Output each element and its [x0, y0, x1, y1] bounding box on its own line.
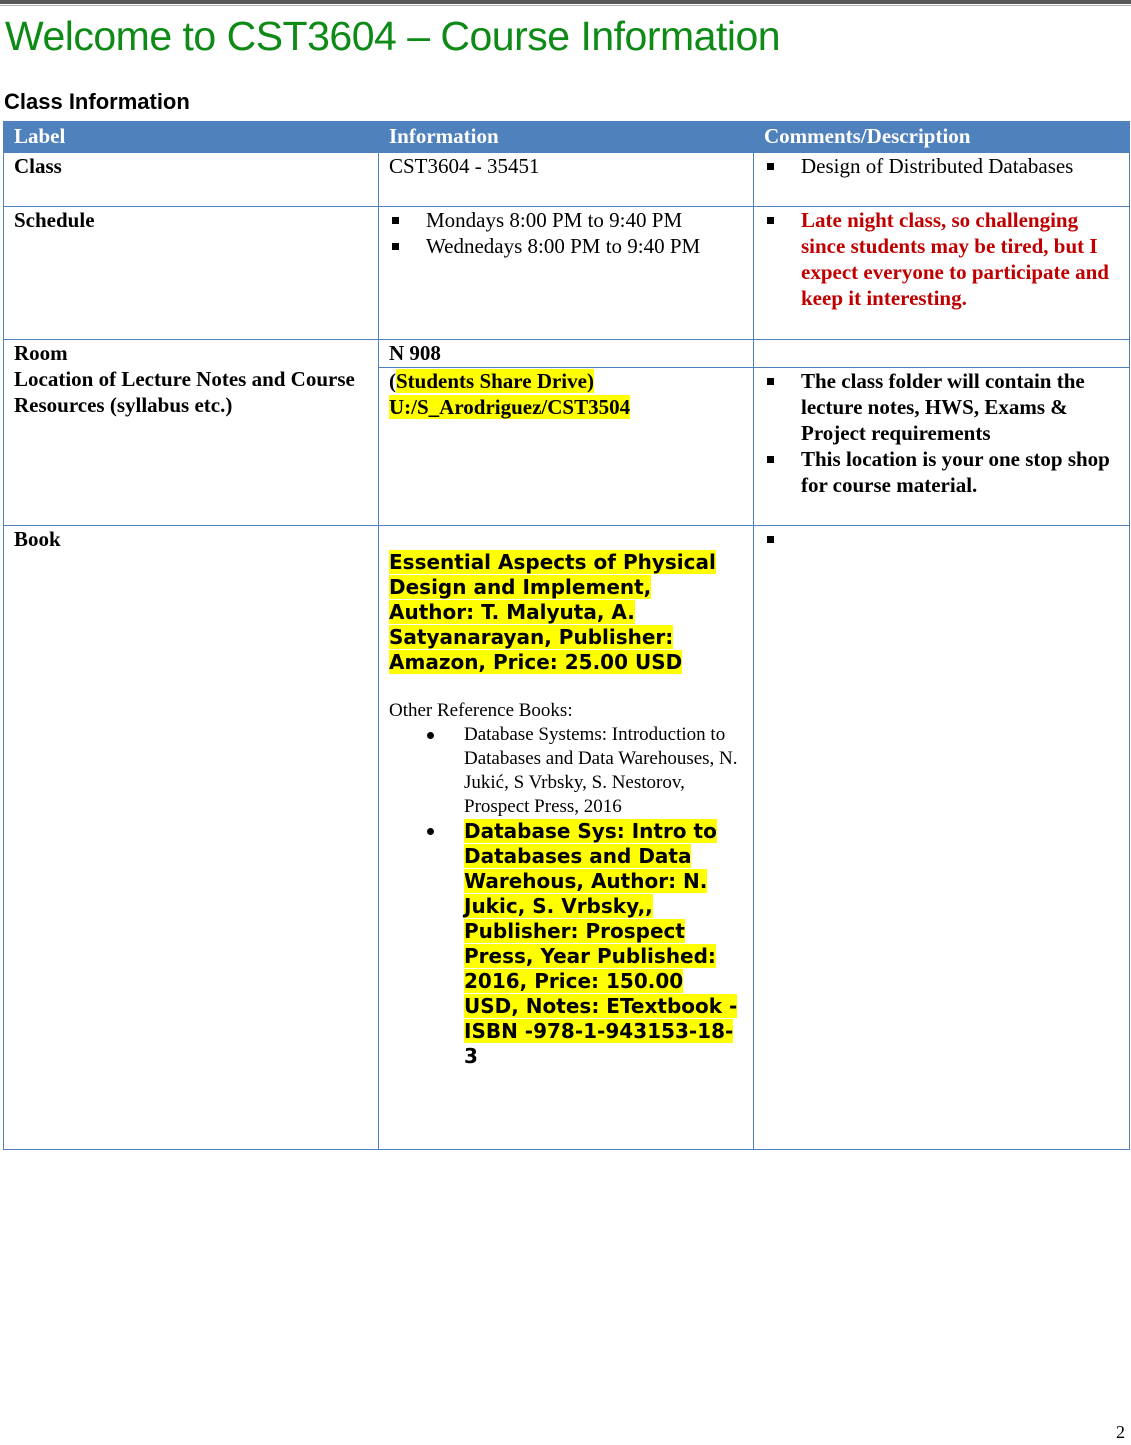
ref-book-tail: 3: [464, 1044, 478, 1068]
list-item: Mondays 8:00 PM to 9:40 PM: [389, 207, 743, 233]
table-header-row: [4, 122, 1130, 153]
info-book: [379, 526, 754, 1150]
top-border-shadow: [0, 5, 1131, 6]
list-item: Late night class, so challenging since students may be tired, but I expect everyone to participate and keep it interesting.: [764, 207, 1119, 311]
label-schedule: Schedule: [4, 207, 379, 340]
table-row-class: [4, 153, 1130, 207]
info-class: CST3604 - 35451: [379, 153, 754, 207]
drive-path: U:/S_Arodriguez/CST3504: [389, 395, 631, 419]
info-location: [379, 368, 754, 526]
info-room: N 908: [379, 340, 754, 368]
list-item: The class folder will contain the lecture notes, HWS, Exams & Project requirements: [764, 368, 1119, 446]
header-information: Information: [379, 122, 754, 153]
comment-book: [754, 526, 1130, 1150]
comment-location: [754, 368, 1130, 526]
top-border: [0, 0, 1131, 4]
info-schedule: [379, 207, 754, 340]
primary-book-text: Essential Aspects of Physical Design and Implement, Author: T. Malyuta, A. Satyanarayan, Publisher: Amazon, Price: 25.00 USD: [389, 550, 716, 674]
primary-book: [389, 550, 743, 675]
list-item: Wednedays 8:00 PM to 9:40 PM: [389, 233, 743, 259]
location-label: Location of Lecture Notes and Course Resources (syllabus etc.): [14, 367, 355, 417]
other-books-heading: Other Reference Books:: [389, 700, 573, 721]
room-label: Room: [14, 341, 68, 365]
comment-class: [754, 153, 1130, 207]
table-row-schedule: [4, 207, 1130, 340]
page-title: Welcome to CST3604 – Course Information: [5, 13, 781, 59]
drive-open-paren: (: [389, 369, 396, 393]
section-heading: Class Information: [4, 89, 190, 114]
comment-room-empty: [754, 340, 1130, 368]
header-label: Label: [4, 122, 379, 153]
list-item: Design of Distributed Databases: [764, 153, 1119, 179]
comment-schedule: [754, 207, 1130, 340]
list-item: This location is your one stop shop for course material.: [764, 446, 1119, 498]
drive-label: Students Share Drive): [396, 369, 594, 393]
label-class: Class: [4, 153, 379, 207]
header-comments: Comments/Description: [754, 122, 1130, 153]
table-row-room: [4, 340, 1130, 368]
class-info-table: [3, 121, 1130, 1150]
page-number: 2: [1116, 1422, 1125, 1442]
list-item: Database Systems: Introduction to Databases and Data Warehouses, N. Jukić, S Vrbsky, S. Nestorov, Prospect Press, 2016: [389, 723, 743, 819]
table-row-book: [4, 526, 1130, 1150]
label-book: Book: [4, 526, 379, 1150]
ref-book-highlighted: Database Sys: Intro to Databases and Data Warehous, Author: N. Jukic, S. Vrbsky,, Publisher: Prospect Press, Year Published: 2016, Price: 150.00 USD, Notes: ETextbook - ISBN -978-1-943153-18-: [464, 819, 738, 1043]
list-item: [389, 819, 743, 1069]
label-room: [4, 340, 379, 526]
